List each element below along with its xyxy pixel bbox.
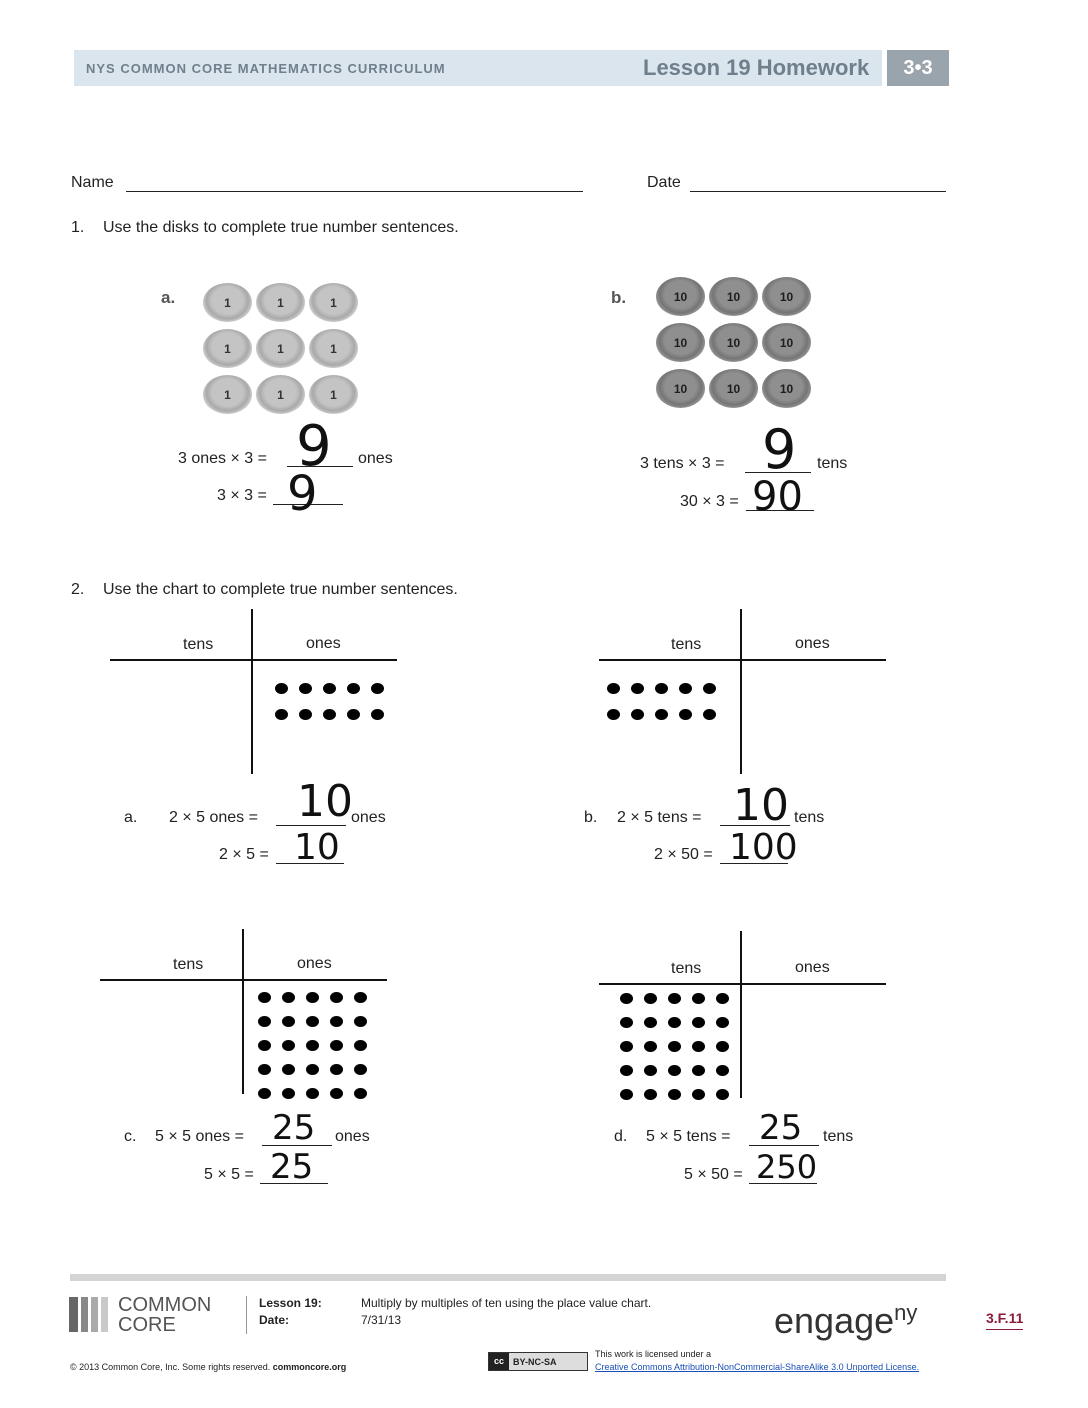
dot bbox=[330, 1040, 343, 1051]
chart-a-ones-header: ones bbox=[306, 635, 341, 652]
dot bbox=[347, 683, 360, 694]
tens-disk: 10 bbox=[762, 277, 811, 316]
p2d-eq2-left: 5 × 50 = bbox=[684, 1166, 743, 1183]
dot bbox=[306, 1088, 319, 1099]
tens-disk: 10 bbox=[656, 277, 705, 316]
dot bbox=[306, 1016, 319, 1027]
dot bbox=[679, 683, 692, 694]
p2a-eq1-answer: 10 bbox=[297, 776, 353, 827]
p1b-eq2-answer: 90 bbox=[752, 474, 803, 520]
ones-disk: 1 bbox=[203, 283, 252, 322]
copyright bbox=[70, 1362, 346, 1372]
p1a-eq2-answer: 9 bbox=[287, 466, 318, 522]
ones-disk: 1 bbox=[309, 375, 358, 414]
chart-c-tens-header: tens bbox=[173, 956, 204, 973]
chart-c-vline bbox=[242, 929, 244, 1094]
dot bbox=[306, 1064, 319, 1075]
ones-disk: 1 bbox=[203, 375, 252, 414]
footer-lesson-value: Multiply by multiples of ten using the place value chart. bbox=[361, 1296, 652, 1310]
chart-d-vline bbox=[740, 931, 742, 1098]
chart-b-tens-header: tens bbox=[671, 636, 702, 653]
dot bbox=[716, 1041, 729, 1052]
dot bbox=[275, 683, 288, 694]
problem1a-label: a. bbox=[161, 288, 176, 307]
p2c-eq1-answer: 25 bbox=[272, 1108, 316, 1148]
name-field[interactable] bbox=[126, 191, 583, 192]
dot bbox=[258, 1016, 271, 1027]
engageny-logo bbox=[774, 1300, 917, 1342]
chart-a-vline bbox=[251, 609, 253, 774]
dot bbox=[354, 1040, 367, 1051]
dot bbox=[607, 683, 620, 694]
dot bbox=[655, 683, 668, 694]
dot bbox=[282, 1064, 295, 1075]
dot bbox=[282, 992, 295, 1003]
p2d-eq1-right: tens bbox=[823, 1128, 854, 1145]
dot bbox=[620, 993, 633, 1004]
license-line1: This work is licensed under a bbox=[595, 1349, 712, 1359]
dot bbox=[644, 1065, 657, 1076]
logo-text-common: COMMON bbox=[118, 1294, 212, 1316]
footer-date-label: Date: bbox=[259, 1313, 290, 1327]
p1a-eq2-left: 3 × 3 = bbox=[217, 487, 267, 504]
dot bbox=[620, 1089, 633, 1100]
dot bbox=[644, 993, 657, 1004]
ones-disk: 1 bbox=[309, 283, 358, 322]
dot bbox=[692, 1065, 705, 1076]
logo-bar-4 bbox=[101, 1297, 108, 1332]
p1a-eq1-left: 3 ones × 3 = bbox=[178, 450, 267, 467]
tens-disk: 10 bbox=[762, 369, 811, 408]
name-label: Name bbox=[71, 174, 114, 191]
p2d-label: d. bbox=[614, 1128, 628, 1145]
dot bbox=[330, 992, 343, 1003]
logo-bar-3 bbox=[91, 1297, 98, 1332]
dot bbox=[644, 1041, 657, 1052]
dot bbox=[330, 1016, 343, 1027]
dot bbox=[692, 1089, 705, 1100]
problem1b-label: b. bbox=[611, 288, 627, 307]
p2c-eq2-left: 5 × 5 = bbox=[204, 1166, 254, 1183]
dot bbox=[716, 1017, 729, 1028]
p1b-eq1-left: 3 tens × 3 = bbox=[640, 455, 725, 472]
engageny-sup: ny bbox=[894, 1300, 918, 1325]
p2a-eq1-left: 2 × 5 ones = bbox=[169, 809, 258, 826]
dot bbox=[306, 1040, 319, 1051]
dot bbox=[330, 1064, 343, 1075]
copyright-site: commoncore.org bbox=[272, 1362, 347, 1372]
tens-disk: 10 bbox=[762, 323, 811, 362]
p2c-eq2-answer: 25 bbox=[270, 1147, 314, 1187]
chart-d-tens-header: tens bbox=[671, 960, 702, 977]
dot bbox=[258, 1088, 271, 1099]
dot bbox=[644, 1017, 657, 1028]
dot bbox=[354, 1016, 367, 1027]
logo-bar-1 bbox=[69, 1297, 78, 1332]
dot bbox=[692, 1041, 705, 1052]
dot bbox=[716, 1089, 729, 1100]
p1b-eq1-right: tens bbox=[817, 455, 848, 472]
dot bbox=[644, 1089, 657, 1100]
p2b-eq1-right: tens bbox=[794, 809, 825, 826]
p2b-eq2-answer: 100 bbox=[729, 827, 798, 868]
engageny-brand: engage bbox=[774, 1300, 895, 1341]
p2a-label: a. bbox=[124, 809, 138, 826]
p1b-eq2-left: 30 × 3 = bbox=[680, 493, 739, 510]
cc-icon: cc bbox=[489, 1353, 509, 1370]
footer-date-value: 7/31/13 bbox=[361, 1313, 402, 1327]
logo-text-core: CORE bbox=[118, 1314, 176, 1336]
p2a-eq2-left: 2 × 5 = bbox=[219, 846, 269, 863]
p2a-eq1-right: ones bbox=[351, 809, 386, 826]
dot bbox=[282, 1088, 295, 1099]
grade-module-badge: 3•3 bbox=[887, 50, 949, 86]
dot bbox=[258, 1040, 271, 1051]
logo-bar-2 bbox=[81, 1297, 88, 1332]
dot bbox=[668, 1017, 681, 1028]
dot bbox=[716, 1065, 729, 1076]
dot bbox=[354, 1064, 367, 1075]
p2b-eq1-answer: 10 bbox=[733, 780, 789, 831]
footer-separator bbox=[246, 1296, 247, 1334]
date-field[interactable] bbox=[690, 191, 946, 192]
ones-disk: 1 bbox=[309, 329, 358, 368]
dot bbox=[323, 709, 336, 720]
tens-disk: 10 bbox=[656, 369, 705, 408]
problem1-number: 1. bbox=[71, 219, 85, 236]
copyright-text: © 2013 Common Core, Inc. Some rights reserved. bbox=[70, 1362, 271, 1372]
dot bbox=[668, 993, 681, 1004]
chart-b-hline bbox=[599, 659, 886, 661]
lesson-title: Lesson 19 Homework bbox=[643, 55, 870, 80]
dot bbox=[371, 683, 384, 694]
dot bbox=[323, 683, 336, 694]
p2a-eq2-answer: 10 bbox=[294, 827, 340, 868]
p1a-eq1-answer: 9 bbox=[296, 414, 332, 479]
dot bbox=[716, 993, 729, 1004]
dot bbox=[299, 709, 312, 720]
chart-a-hline bbox=[110, 659, 397, 661]
license-link[interactable]: Creative Commons Attribution-NonCommercial-ShareAlike 3.0 Unported License. bbox=[595, 1362, 920, 1372]
p2b-label: b. bbox=[584, 809, 598, 826]
chart-b-vline bbox=[740, 609, 742, 774]
p2c-eq1-right: ones bbox=[335, 1128, 370, 1145]
dot bbox=[258, 992, 271, 1003]
p2d-eq1-left: 5 × 5 tens = bbox=[646, 1128, 731, 1145]
chart-c-ones-header: ones bbox=[297, 955, 332, 972]
dot bbox=[692, 993, 705, 1004]
chart-b-ones-header: ones bbox=[795, 635, 830, 652]
dot bbox=[692, 1017, 705, 1028]
tens-disk: 10 bbox=[709, 369, 758, 408]
footer-divider bbox=[70, 1274, 946, 1281]
problem2-instruction: Use the chart to complete true number sentences. bbox=[103, 581, 458, 598]
dot bbox=[354, 1088, 367, 1099]
dot bbox=[330, 1088, 343, 1099]
p2b-eq2-left: 2 × 50 = bbox=[654, 846, 713, 863]
dot bbox=[655, 709, 668, 720]
dot bbox=[299, 683, 312, 694]
dot bbox=[275, 709, 288, 720]
curriculum-title: NYS COMMON CORE MATHEMATICS CURRICULUM bbox=[86, 61, 446, 76]
p2d-eq1-answer: 25 bbox=[759, 1108, 803, 1148]
cc-license-badge[interactable] bbox=[488, 1352, 588, 1371]
tens-disk: 10 bbox=[709, 277, 758, 316]
problem2-number: 2. bbox=[71, 581, 85, 598]
p1a-eq1-right: ones bbox=[358, 450, 393, 467]
p2d-eq2-answer: 250 bbox=[756, 1148, 818, 1186]
dot bbox=[631, 709, 644, 720]
ones-disk: 1 bbox=[203, 329, 252, 368]
date-label: Date bbox=[647, 174, 681, 191]
p2c-label: c. bbox=[124, 1128, 137, 1145]
tens-disk: 10 bbox=[709, 323, 758, 362]
dot bbox=[668, 1041, 681, 1052]
dot bbox=[282, 1040, 295, 1051]
dot bbox=[607, 709, 620, 720]
ones-disk: 1 bbox=[256, 375, 305, 414]
dot bbox=[347, 709, 360, 720]
chart-a-tens-header: tens bbox=[183, 636, 214, 653]
chart-d-hline bbox=[599, 983, 886, 985]
dot bbox=[620, 1065, 633, 1076]
p2c-eq1-left: 5 × 5 ones = bbox=[155, 1128, 244, 1145]
dot bbox=[631, 683, 644, 694]
p2b-eq1-left: 2 × 5 tens = bbox=[617, 809, 702, 826]
dot bbox=[620, 1017, 633, 1028]
dot bbox=[282, 1016, 295, 1027]
chart-d-ones-header: ones bbox=[795, 959, 830, 976]
ones-disk: 1 bbox=[256, 329, 305, 368]
dot bbox=[371, 709, 384, 720]
dot bbox=[679, 709, 692, 720]
dot bbox=[306, 992, 319, 1003]
p1b-eq1-answer: 9 bbox=[762, 418, 797, 481]
ones-disk: 1 bbox=[256, 283, 305, 322]
footer-lesson-label: Lesson 19: bbox=[259, 1296, 322, 1310]
dot bbox=[354, 992, 367, 1003]
cc-badge-text: BY-NC-SA bbox=[513, 1356, 557, 1367]
dot bbox=[668, 1089, 681, 1100]
dot bbox=[703, 709, 716, 720]
dot bbox=[620, 1041, 633, 1052]
dot bbox=[703, 683, 716, 694]
dot bbox=[668, 1065, 681, 1076]
dot bbox=[258, 1064, 271, 1075]
problem1-instruction: Use the disks to complete true number sentences. bbox=[103, 219, 459, 236]
tens-disk: 10 bbox=[656, 323, 705, 362]
page-code: 3.F.11 bbox=[986, 1310, 1023, 1330]
